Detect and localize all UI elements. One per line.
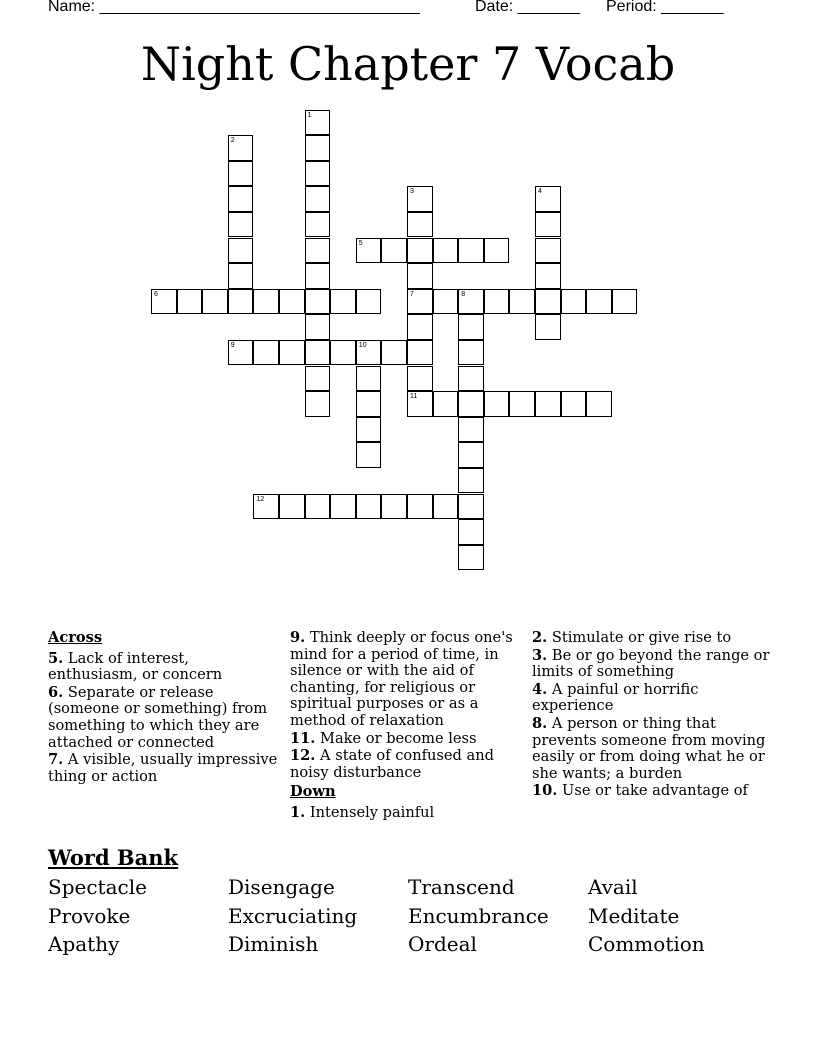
crossword-cell[interactable] [561, 391, 587, 417]
clue-number-label: 6 [154, 290, 158, 298]
clue-number-label: 1 [307, 111, 312, 119]
across-heading: Across [48, 629, 103, 646]
crossword-cell[interactable] [612, 289, 638, 315]
name-field[interactable]: Name: ____________________________________ [48, 0, 420, 15]
page-title: Night Chapter 7 Vocab [140, 37, 676, 91]
crossword-cell[interactable] [381, 238, 407, 264]
crossword-cell[interactable] [458, 442, 484, 468]
crossword-cell[interactable] [381, 340, 407, 366]
crossword-cell[interactable] [356, 391, 382, 417]
crossword-cell[interactable] [535, 212, 561, 238]
crossword-cell[interactable] [484, 391, 510, 417]
crossword-cell[interactable] [407, 314, 433, 340]
down-clue-8: 8. A person or thing that prevents someone from moving easily or from doing what he or she wants; a burden [532, 714, 766, 782]
crossword-cell[interactable] [458, 391, 484, 417]
crossword-cell[interactable] [356, 366, 382, 392]
crossword-cell[interactable] [305, 391, 331, 417]
crossword-cell[interactable] [535, 289, 561, 315]
down-heading: Down [290, 783, 336, 801]
crossword-cell[interactable] [407, 494, 433, 520]
down-clue-4: 4. A painful or horrific experience [532, 680, 699, 715]
crossword-cell[interactable] [305, 238, 331, 264]
crossword-cell[interactable] [535, 238, 561, 264]
crossword-cell[interactable] [458, 519, 484, 545]
clue-column-1 [48, 630, 280, 786]
crossword-cell[interactable] [305, 263, 331, 289]
crossword-cell[interactable] [253, 340, 279, 366]
crossword-cell[interactable] [305, 186, 331, 212]
crossword-cell[interactable] [535, 391, 561, 417]
crossword-cell[interactable] [305, 289, 331, 315]
crossword-cell[interactable] [458, 468, 484, 494]
word-bank-item: Ordeal [408, 932, 477, 956]
clue-number-label: 4 [538, 188, 542, 196]
crossword-cell[interactable] [433, 391, 459, 417]
down-clue-2: 2. Stimulate or give rise to [532, 629, 732, 646]
word-bank-item: Spectacle [48, 875, 147, 899]
crossword-cell[interactable] [458, 494, 484, 520]
crossword-cell[interactable] [509, 289, 535, 315]
word-bank-item: Encumbrance [408, 904, 549, 928]
crossword-cell[interactable] [356, 340, 382, 366]
crossword-cell[interactable] [535, 186, 561, 212]
across-clue-6: 6. Separate or release (someone or something) from something to which they are attached or connected [48, 683, 268, 751]
word-bank-item: Excruciating [228, 904, 358, 928]
crossword-cell[interactable] [407, 238, 433, 264]
across-clue-7: 7. A visible, usually impressive thing or action [48, 751, 278, 785]
crossword-cell[interactable] [458, 238, 484, 264]
word-bank-item: Diminish [228, 932, 319, 956]
period-field[interactable]: Period: _______ [606, 0, 724, 15]
clue-number-label: 8 [461, 290, 466, 298]
crossword-cell[interactable] [433, 238, 459, 264]
clue-number-label: 12 [256, 495, 265, 503]
clue-number-label: 11 [410, 393, 418, 401]
clue-number-label: 9 [230, 341, 235, 349]
crossword-cell[interactable] [407, 391, 433, 417]
word-bank-item: Transcend [408, 875, 515, 899]
crossword-cell[interactable] [253, 494, 279, 520]
crossword-cell[interactable] [356, 289, 382, 315]
crossword-cell[interactable] [458, 289, 484, 315]
crossword-cell[interactable] [356, 442, 382, 468]
crossword-cell[interactable] [458, 340, 484, 366]
crossword-cell[interactable] [586, 391, 612, 417]
word-bank-item: Meditate [588, 904, 680, 928]
crossword-cell[interactable] [458, 366, 484, 392]
crossword-cell[interactable] [228, 161, 254, 187]
down-clue-10: 10. Use or take advantage of [532, 782, 748, 800]
across-clue-9: 9. Think deeply or focus one's mind for a period of time, in silence or with the aid of chanting, for religious or spiritual purposes or as a method of relaxation [290, 629, 513, 729]
crossword-cell[interactable] [407, 186, 433, 212]
clue-column-3 [532, 630, 772, 801]
crossword-cell[interactable] [305, 340, 331, 366]
crossword-cell[interactable] [407, 263, 433, 289]
clue-number-label: 2 [230, 137, 235, 145]
crossword-cell[interactable] [228, 238, 254, 264]
date-field[interactable]: Date: _______ [475, 0, 580, 15]
across-clue-5: 5. Lack of interest, enthusiasm, or concern [48, 649, 223, 684]
crossword-cell[interactable] [151, 289, 177, 315]
crossword-cell[interactable] [228, 135, 254, 161]
crossword-cell[interactable] [305, 212, 331, 238]
crossword-cell[interactable] [305, 494, 331, 520]
crossword-cell[interactable] [228, 186, 254, 212]
crossword-cell[interactable] [381, 494, 407, 520]
clue-number-label: 10 [358, 341, 367, 349]
crossword-cell[interactable] [228, 212, 254, 238]
crossword-cell[interactable] [330, 289, 356, 315]
crossword-cell[interactable] [407, 366, 433, 392]
across-clue-11: 11. Make or become less [290, 729, 477, 747]
crossword-cell[interactable] [407, 340, 433, 366]
crossword-cell[interactable] [330, 494, 356, 520]
crossword-cell[interactable] [535, 314, 561, 340]
word-bank-item: Disengage [228, 875, 335, 899]
crossword-cell[interactable] [202, 289, 228, 315]
crossword-cell[interactable] [433, 494, 459, 520]
crossword-cell[interactable] [561, 289, 587, 315]
crossword-cell[interactable] [305, 314, 331, 340]
crossword-cell[interactable] [177, 289, 203, 315]
clue-number-label: 3 [410, 188, 414, 196]
word-bank-item: Avail [588, 875, 638, 899]
down-clue-1: 1. Intensely painful [290, 803, 435, 821]
crossword-cell[interactable] [228, 289, 254, 315]
crossword-cell[interactable] [279, 494, 305, 520]
crossword-cell[interactable] [458, 417, 484, 443]
word-bank-item: Apathy [48, 932, 120, 956]
crossword-cell[interactable] [228, 340, 254, 366]
crossword-cell[interactable] [305, 110, 331, 136]
crossword-cell[interactable] [484, 289, 510, 315]
word-bank-item: Commotion [588, 932, 705, 956]
crossword-cell[interactable] [407, 212, 433, 238]
crossword-cell[interactable] [458, 314, 484, 340]
word-bank-title: Word Bank [48, 845, 179, 870]
clue-number-label: 5 [358, 239, 363, 247]
word-bank-item: Provoke [48, 904, 131, 928]
clue-number-label: 7 [410, 290, 414, 298]
crossword-cell[interactable] [356, 494, 382, 520]
crossword-cell[interactable] [253, 289, 279, 315]
crossword-cell[interactable] [407, 289, 433, 315]
crossword-cell[interactable] [330, 340, 356, 366]
crossword-cell[interactable] [356, 417, 382, 443]
crossword-cell[interactable] [228, 263, 254, 289]
crossword-cell[interactable] [458, 545, 484, 571]
crossword-cell[interactable] [305, 161, 331, 187]
crossword-cell[interactable] [535, 263, 561, 289]
crossword-cell[interactable] [509, 391, 535, 417]
crossword-cell[interactable] [433, 289, 459, 315]
crossword-cell[interactable] [484, 238, 510, 264]
crossword-cell[interactable] [305, 366, 331, 392]
down-clue-3: 3. Be or go beyond the range or limits of something [532, 646, 770, 681]
crossword-cell[interactable] [586, 289, 612, 315]
crossword-cell[interactable] [279, 289, 305, 315]
across-clue-12: 12. A state of confused and noisy disturbance [290, 747, 494, 781]
crossword-cell[interactable] [305, 135, 331, 161]
crossword-cell[interactable] [279, 340, 305, 366]
clue-column-2 [290, 630, 526, 823]
crossword-cell[interactable] [356, 238, 382, 264]
